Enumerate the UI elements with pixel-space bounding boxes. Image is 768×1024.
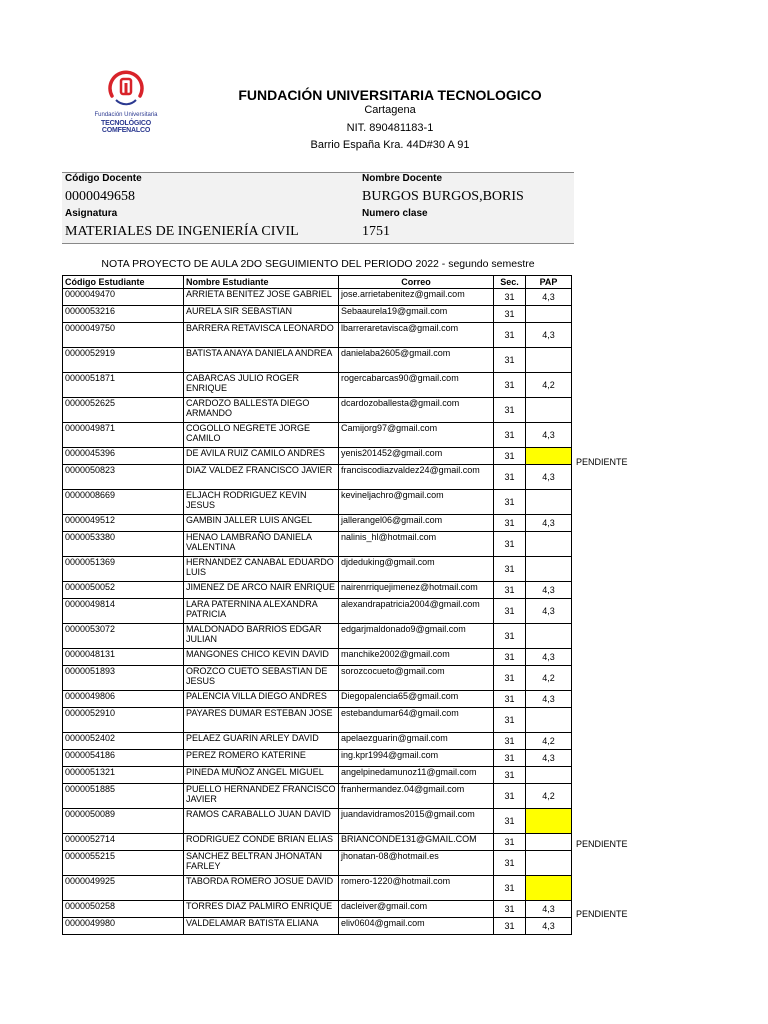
student-name: AURELA SIR SEBASTIAN: [184, 306, 339, 323]
student-code: 0000049470: [63, 289, 184, 306]
student-email: jhonatan-08@hotmail.es: [339, 851, 494, 876]
student-email: angelpinedamunoz11@gmail.com: [339, 767, 494, 784]
student-email: danielaba2605@gmail.com: [339, 348, 494, 373]
table-row: [63, 289, 572, 306]
student-name: DIAZ VALDEZ FRANCISCO JAVIER: [184, 465, 339, 490]
student-section: 31: [494, 348, 526, 373]
student-email: ing.kpr1994@gmail.com: [339, 750, 494, 767]
pending-note: PENDIENTE: [576, 456, 628, 467]
student-section: 31: [494, 876, 526, 901]
table-row: [63, 465, 572, 490]
student-grade: [526, 834, 572, 851]
student-code: 0000049750: [63, 323, 184, 348]
table-row: [63, 490, 572, 515]
student-section: 31: [494, 532, 526, 557]
student-grade: 4,2: [526, 666, 572, 691]
student-section: 31: [494, 809, 526, 834]
student-name: MANGONES CHICO KEVIN DAVID: [184, 649, 339, 666]
table-row: [63, 834, 572, 851]
student-section: 31: [494, 784, 526, 809]
student-name: BATISTA ANAYA DANIELA ANDREA: [184, 348, 339, 373]
table-row: [63, 306, 572, 323]
student-name: CABARCAS JULIO ROGER ENRIQUE: [184, 373, 339, 398]
student-email: nalinis_hl@hotmail.com: [339, 532, 494, 557]
student-code: 0000053380: [63, 532, 184, 557]
student-grade: 4,3: [526, 750, 572, 767]
header-correo: Correo: [339, 276, 494, 289]
student-email: edgarjmaldonado9@gmail.com: [339, 624, 494, 649]
student-section: 31: [494, 490, 526, 515]
student-name: COGOLLO NEGRETE JORGE CAMILO: [184, 423, 339, 448]
student-email: lbarreraretavisca@gmail.com: [339, 323, 494, 348]
student-grade: [526, 448, 572, 465]
student-section: 31: [494, 599, 526, 624]
student-section: 31: [494, 582, 526, 599]
student-email: nairenrriquejimenez@hotmail.com: [339, 582, 494, 599]
table-row: [63, 918, 572, 935]
institution-nit: NIT. 890481183-1: [346, 122, 434, 134]
course-info-box: [62, 172, 574, 244]
student-code: 0000051321: [63, 767, 184, 784]
student-grade: 4,3: [526, 691, 572, 708]
student-name: LARA PATERNINA ALEXANDRA PATRICIA: [184, 599, 339, 624]
student-code: 0000055215: [63, 851, 184, 876]
student-grade: 4,2: [526, 784, 572, 809]
student-grade: 4,3: [526, 423, 572, 448]
student-email: alexandrapatricia2004@gmail.com: [339, 599, 494, 624]
student-code: 0000049806: [63, 691, 184, 708]
student-name: RODRIGUEZ CONDE BRIAN ELIAS: [184, 834, 339, 851]
pending-note: PENDIENTE: [576, 908, 628, 919]
student-section: 31: [494, 901, 526, 918]
nota-title: NOTA PROYECTO DE AULA 2DO SEGUIMIENTO DEL PERIODO 2022 - segundo semestre: [101, 258, 535, 270]
institution-logo: [78, 66, 174, 132]
student-grade: 4,3: [526, 918, 572, 935]
student-name: OROZCO CUETO SEBASTIAN DE JESUS: [184, 666, 339, 691]
student-name: ARRIETA BENITEZ JOSE GABRIEL: [184, 289, 339, 306]
student-grade: [526, 708, 572, 733]
student-grade: 4,2: [526, 373, 572, 398]
student-name: PALENCIA VILLA DIEGO ANDRES: [184, 691, 339, 708]
student-code: 0000050823: [63, 465, 184, 490]
student-email: estebandumar64@gmail.com: [339, 708, 494, 733]
nombre-docente-value: BURGOS BURGOS,BORIS: [362, 189, 524, 204]
table-row: [63, 532, 572, 557]
grades-table: [62, 275, 572, 935]
table-row: [63, 708, 572, 733]
pending-note: PENDIENTE: [576, 838, 628, 849]
student-name: PELAEZ GUARIN ARLEY DAVID: [184, 733, 339, 750]
student-section: 31: [494, 666, 526, 691]
logo-line-1: Fundación Universitaria: [94, 112, 158, 118]
student-name: JIMENEZ DE ARCO NAIR ENRIQUE: [184, 582, 339, 599]
student-section: 31: [494, 691, 526, 708]
logo-emblem-icon: [104, 66, 148, 110]
table-row: [63, 649, 572, 666]
student-code: 0000052402: [63, 733, 184, 750]
student-name: SANCHEZ BELTRAN JHONATAN FARLEY: [184, 851, 339, 876]
table-row: [63, 323, 572, 348]
student-email: sorozcocueto@gmail.com: [339, 666, 494, 691]
codigo-docente-label: Código Docente: [65, 173, 142, 184]
student-name: PAYARES DUMAR ESTEBAN JOSE: [184, 708, 339, 733]
table-row: [63, 448, 572, 465]
student-section: 31: [494, 750, 526, 767]
student-code: 0000053216: [63, 306, 184, 323]
student-grade: [526, 624, 572, 649]
student-name: ELJACH RODRIGUEZ KEVIN JESUS: [184, 490, 339, 515]
table-row: [63, 398, 572, 423]
student-name: PUELLO HERNANDEZ FRANCISCO JAVIER: [184, 784, 339, 809]
student-code: 0000048131: [63, 649, 184, 666]
numero-clase-value: 1751: [362, 224, 390, 239]
numero-clase-label: Numero clase: [362, 208, 428, 219]
student-code: 0000049814: [63, 599, 184, 624]
student-email: juandavidramos2015@gmail.com: [339, 809, 494, 834]
header-nombre: Nombre Estudiante: [184, 276, 339, 289]
student-email: manchike2002@gmail.com: [339, 649, 494, 666]
student-section: 31: [494, 649, 526, 666]
student-email: dacleiver@gmail.com: [339, 901, 494, 918]
table-row: [63, 691, 572, 708]
student-section: 31: [494, 465, 526, 490]
student-name: PEREZ ROMERO KATERINE: [184, 750, 339, 767]
student-section: 31: [494, 323, 526, 348]
student-email: Sebaaurela19@gmail.com: [339, 306, 494, 323]
student-code: 0000051369: [63, 557, 184, 582]
student-code: 0000052919: [63, 348, 184, 373]
student-grade: [526, 348, 572, 373]
student-email: jallerangel06@gmail.com: [339, 515, 494, 532]
asignatura-value: MATERIALES DE INGENIERÍA CIVIL: [65, 224, 299, 239]
header-pap: PAP: [526, 276, 572, 289]
table-row: [63, 809, 572, 834]
student-name: GAMBIN JALLER LUIS ANGEL: [184, 515, 339, 532]
student-name: TABORDA ROMERO JOSUE DAVID: [184, 876, 339, 901]
student-grade: 4,3: [526, 515, 572, 532]
codigo-docente-value: 0000049658: [65, 189, 135, 204]
student-section: 31: [494, 767, 526, 784]
student-section: 31: [494, 557, 526, 582]
table-row: [63, 784, 572, 809]
student-code: 0000008669: [63, 490, 184, 515]
table-row: [63, 733, 572, 750]
student-name: TORRES DIAZ PALMIRO ENRIQUE: [184, 901, 339, 918]
table-row: [63, 373, 572, 398]
student-name: DE AVILA RUIZ CAMILO ANDRES: [184, 448, 339, 465]
table-row: [63, 599, 572, 624]
student-section: 31: [494, 448, 526, 465]
student-name: BARRERA RETAVISCA LEONARDO: [184, 323, 339, 348]
nombre-docente-label: Nombre Docente: [362, 173, 443, 184]
table-row: [63, 750, 572, 767]
institution-city: Cartagena: [364, 104, 416, 116]
student-section: 31: [494, 708, 526, 733]
student-email: djdeduking@gmail.com: [339, 557, 494, 582]
student-name: VALDELAMAR BATISTA ELIANA: [184, 918, 339, 935]
student-section: 31: [494, 624, 526, 649]
student-email: romero-1220@hotmail.com: [339, 876, 494, 901]
student-grade: [526, 851, 572, 876]
student-code: 0000049871: [63, 423, 184, 448]
student-grade: [526, 557, 572, 582]
table-row: [63, 515, 572, 532]
student-code: 0000052910: [63, 708, 184, 733]
student-code: 0000051893: [63, 666, 184, 691]
student-email: Diegopalencia65@gmail.com: [339, 691, 494, 708]
student-grade: 4,3: [526, 649, 572, 666]
header-codigo: Código Estudiante: [63, 276, 184, 289]
student-grade: [526, 767, 572, 784]
student-grade: [526, 876, 572, 901]
student-code: 0000049980: [63, 918, 184, 935]
student-name: MALDONADO BARRIOS EDGAR JULIAN: [184, 624, 339, 649]
student-section: 31: [494, 289, 526, 306]
table-row: [63, 348, 572, 373]
student-grade: [526, 490, 572, 515]
student-code: 0000050089: [63, 809, 184, 834]
student-section: 31: [494, 515, 526, 532]
institution-title: FUNDACIÓN UNIVERSITARIA TECNOLOGICO: [238, 87, 542, 103]
student-email: apelaezguarin@gmail.com: [339, 733, 494, 750]
student-section: 31: [494, 398, 526, 423]
student-code: 0000045396: [63, 448, 184, 465]
table-row: [63, 666, 572, 691]
student-code: 0000050052: [63, 582, 184, 599]
student-code: 0000051871: [63, 373, 184, 398]
student-email: franhermandez.04@gmail.com: [339, 784, 494, 809]
student-name: HENAO LAMBRAÑO DANIELA VALENTINA: [184, 532, 339, 557]
student-code: 0000051885: [63, 784, 184, 809]
institution-address: Barrio España Kra. 44D#30 A 91: [310, 139, 470, 151]
student-grade: [526, 398, 572, 423]
student-email: franciscodiazvaldez24@gmail.com: [339, 465, 494, 490]
table-header-row: [63, 276, 572, 289]
student-grade: 4,3: [526, 289, 572, 306]
table-row: [63, 767, 572, 784]
student-name: PINEDA MUÑOZ ANGEL MIGUEL: [184, 767, 339, 784]
student-name: RAMOS CARABALLO JUAN DAVID: [184, 809, 339, 834]
student-section: 31: [494, 373, 526, 398]
student-grade: 4,3: [526, 901, 572, 918]
student-grade: 4,3: [526, 599, 572, 624]
table-row: [63, 876, 572, 901]
student-code: 0000052714: [63, 834, 184, 851]
student-email: eliv0604@gmail.com: [339, 918, 494, 935]
table-row: [63, 423, 572, 448]
student-email: Camijorg97@gmail.com: [339, 423, 494, 448]
student-code: 0000053072: [63, 624, 184, 649]
student-section: 31: [494, 851, 526, 876]
student-grade: 4,2: [526, 733, 572, 750]
student-name: CARDOZO BALLESTA DIEGO ARMANDO: [184, 398, 339, 423]
table-row: [63, 901, 572, 918]
table-row: [63, 851, 572, 876]
student-email: jose.arrietabenitez@gmail.com: [339, 289, 494, 306]
student-section: 31: [494, 423, 526, 448]
student-section: 31: [494, 306, 526, 323]
student-email: yenis201452@gmail.com: [339, 448, 494, 465]
student-name: HERNANDEZ CANABAL EDUARDO LUIS: [184, 557, 339, 582]
student-section: 31: [494, 834, 526, 851]
student-grade: 4,3: [526, 465, 572, 490]
student-code: 0000050258: [63, 901, 184, 918]
student-email: kevineljachro@gmail.com: [339, 490, 494, 515]
student-grade: [526, 532, 572, 557]
student-grade: [526, 306, 572, 323]
asignatura-label: Asignatura: [65, 208, 118, 219]
table-row: [63, 582, 572, 599]
student-code: 0000049512: [63, 515, 184, 532]
student-code: 0000052625: [63, 398, 184, 423]
student-code: 0000054186: [63, 750, 184, 767]
student-grade: 4,3: [526, 582, 572, 599]
student-grade: 4,3: [526, 323, 572, 348]
logo-line-2: TECNOLÓGICO COMFENALCO: [101, 120, 151, 134]
student-email: rogercabarcas90@gmail.com: [339, 373, 494, 398]
student-section: 31: [494, 918, 526, 935]
student-email: dcardozoballesta@gmail.com: [339, 398, 494, 423]
table-row: [63, 557, 572, 582]
student-code: 0000049925: [63, 876, 184, 901]
student-section: 31: [494, 733, 526, 750]
student-email: BRIANCONDE131@GMAIL.COM: [339, 834, 494, 851]
student-grade: [526, 809, 572, 834]
header-sec: Sec.: [494, 276, 526, 289]
table-row: [63, 624, 572, 649]
